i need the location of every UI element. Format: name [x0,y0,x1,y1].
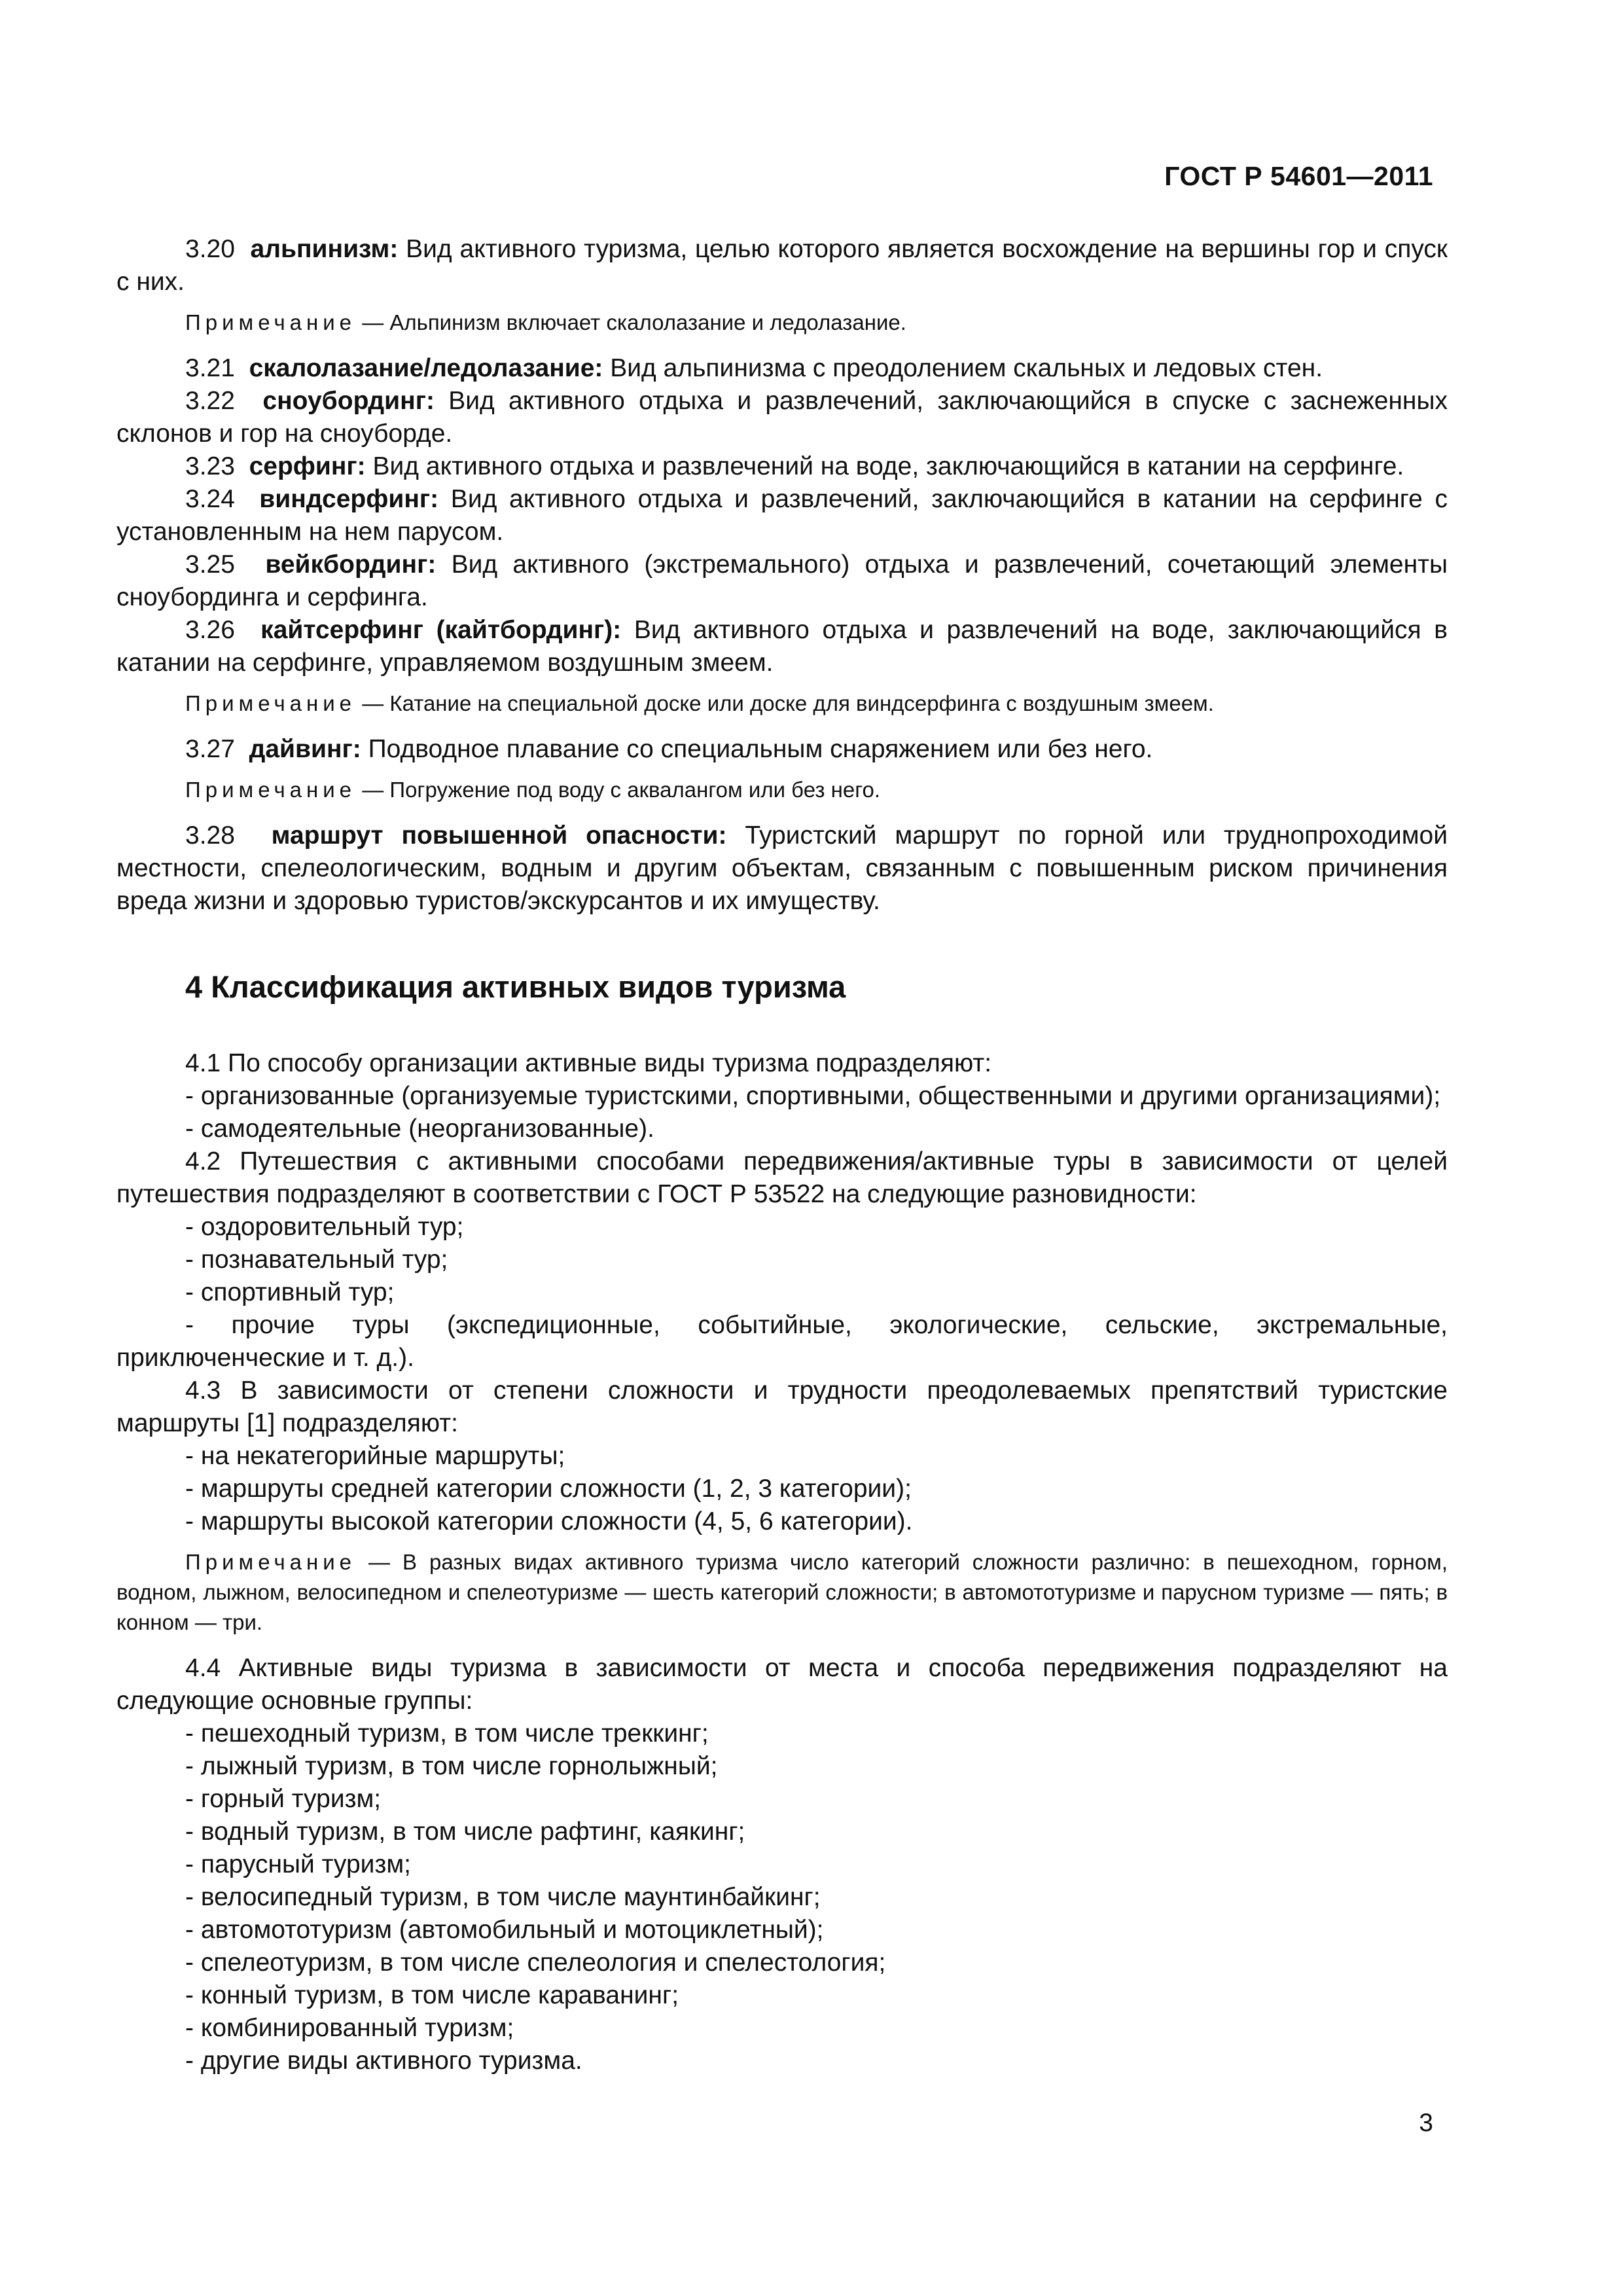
definition-3-24 [116,483,1448,548]
list-item: - прочие туры (экспедиционные, событийные, экологические, сельские, экстремальные, приключенческие и т. д.). [116,1311,1448,1372]
note-3-20 [116,308,1448,338]
clause-4-4: 4.4 Активные виды туризма в зависимости от места и способа передвижения подразделяют на следующие основные группы: [116,1654,1448,1715]
page-content [116,233,1448,2077]
list-item: - маршруты высокой категории сложности (4, 5, 6 категории). [185,1507,913,1535]
note-text: — Погружение под воду с аквалангом или без него. [362,778,881,802]
definition-term: виндсерфинг: [259,485,439,513]
list-item: - маршруты средней категории сложности (1, 2, 3 категории); [185,1475,912,1503]
list-item: - автомототуризм (автомобильный и мотоциклетный); [185,1916,824,1944]
note-label: Примечание [185,778,357,802]
definition-term: маршрут повышенной опасности: [271,821,727,850]
definition-text: Вид активного отдыха и развлечений, заключающийся в спуске с заснеженных склонов и гор на сноуборде. [116,387,1448,448]
definition-term: альпинизм: [250,235,399,263]
list-item: - комбинированный туризм; [185,2014,514,2042]
section-4-heading: 4 Классификация активных видов туризма [185,969,846,1004]
definition-3-23 [116,450,1448,483]
definition-number: 3.23 [185,452,235,480]
note-3-27 [116,775,1448,805]
definition-number: 3.26 [185,616,235,644]
note-label: Примечание [185,310,357,334]
note-label: Примечание [185,691,357,715]
definition-3-27 [116,733,1448,766]
clause-4-3: 4.3 В зависимости от степени сложности и трудности преодолеваемых препятствий туристские маршруты [1] подразделяют: [116,1376,1448,1437]
definition-text: Вид альпинизма с преодолением скальных и ледовых стен. [603,354,1323,382]
definition-term: вейкбординг: [265,550,437,579]
note-4-3 [116,1547,1448,1638]
list-item: - горный туризм; [185,1785,382,1813]
definition-number: 3.27 [185,735,235,763]
definition-text: Туристский маршрут по горной или труднопроходимой местности, спелеологическим, водным и другим объектам, связанным с повышенным риском причинения вреда жизни и здоровью туристов/экскурсантов и их имуществу. [116,821,1448,915]
definition-term: сноубординг: [262,387,435,415]
definition-3-22 [116,385,1448,450]
list-item: - конный туризм, в том числе караванинг; [185,1981,679,2009]
list-item: - пешеходный туризм, в том числе треккинг; [185,1719,709,1748]
definition-number: 3.28 [185,821,235,850]
definition-number: 3.24 [185,485,235,513]
definition-term: скалолазание/ледолазание: [249,354,603,382]
definition-number: 3.21 [185,354,235,382]
page-number: 3 [1419,2109,1433,2137]
list-item: - другие виды активного туризма. [185,2047,582,2075]
note-text: — Катание на специальной доске или доске для виндсерфинга с воздушным змеем. [362,691,1214,715]
clause-4-1: 4.1 По способу организации активные виды туризма подразделяют: [185,1049,992,1077]
definition-3-20 [116,233,1448,298]
list-item: - спортивный тур; [185,1278,395,1306]
definition-text: Подводное плавание со специальным снаряжением или без него. [361,735,1153,763]
definition-text: Вид активного отдыха и развлечений на воде, заключающийся в катании на серфинге. [365,452,1404,480]
definition-term: кайтсерфинг (кайтбординг): [260,616,622,644]
note-label: Примечание [185,1550,357,1574]
document-code: ГОСТ Р 54601—2011 [1164,161,1433,191]
definition-text: Вид активного отдыха и развлечений на воде, заключающийся в катании на серфинге, управляемом воздушным змеем. [116,616,1448,677]
list-item: - познавательный тур; [185,1246,448,1274]
note-text: — В разных видах активного туризма число категорий сложности различно: в пешеходном, горном, водном, лыжном, велосипедном и спелеотуризме — шесть категорий сложности; в автомототуризме и парусном туризме — пять; в конном — три. [116,1550,1448,1634]
list-item: - на некатегорийные маршруты; [185,1442,565,1470]
definition-term: серфинг: [249,452,366,480]
list-item: - спелеотуризм, в том числе спелеология и спелестология; [185,1948,886,1977]
definition-text: Вид активного туризма, целью которого является восхождение на вершины гор и спуск с них. [116,235,1448,296]
definition-text: Вид активного (экстремального) отдыха и развлечений, сочетающий элементы сноубординга и серфинга. [116,550,1448,611]
list-item: - водный туризм, в том числе рафтинг, каякинг; [185,1818,745,1846]
list-item: - организованные (организуемые туристскими, спортивными, общественными и другими организациями); [185,1082,1441,1110]
definition-text: Вид активного отдыха и развлечений, заключающийся в катании на серфинге с установленным на нем парусом. [116,485,1448,546]
list-item: - оздоровительный тур; [185,1213,464,1241]
list-item: - лыжный туризм, в том числе горнолыжный; [185,1752,718,1780]
definition-number: 3.25 [185,550,235,579]
clause-4-2: 4.2 Путешествия с активными способами передвижения/активные туры в зависимости от целей путешествия подразделяют в соответствии с ГОСТ Р 53522 на следующие разновидности: [116,1147,1448,1208]
definition-3-21 [116,352,1448,385]
list-item: - самодеятельные (неорганизованные). [185,1115,654,1143]
definition-term: дайвинг: [249,735,361,763]
note-text: — Альпинизм включает скалолазание и ледолазание. [362,310,906,334]
definition-number: 3.20 [185,235,235,263]
note-3-26 [116,689,1448,719]
definition-3-28 [116,819,1448,918]
list-item: - велосипедный туризм, в том числе маунтинбайкинг; [185,1883,821,1911]
definition-3-26 [116,614,1448,679]
definition-3-25 [116,548,1448,614]
list-item: - парусный туризм; [185,1850,412,1878]
definition-number: 3.22 [185,387,235,415]
